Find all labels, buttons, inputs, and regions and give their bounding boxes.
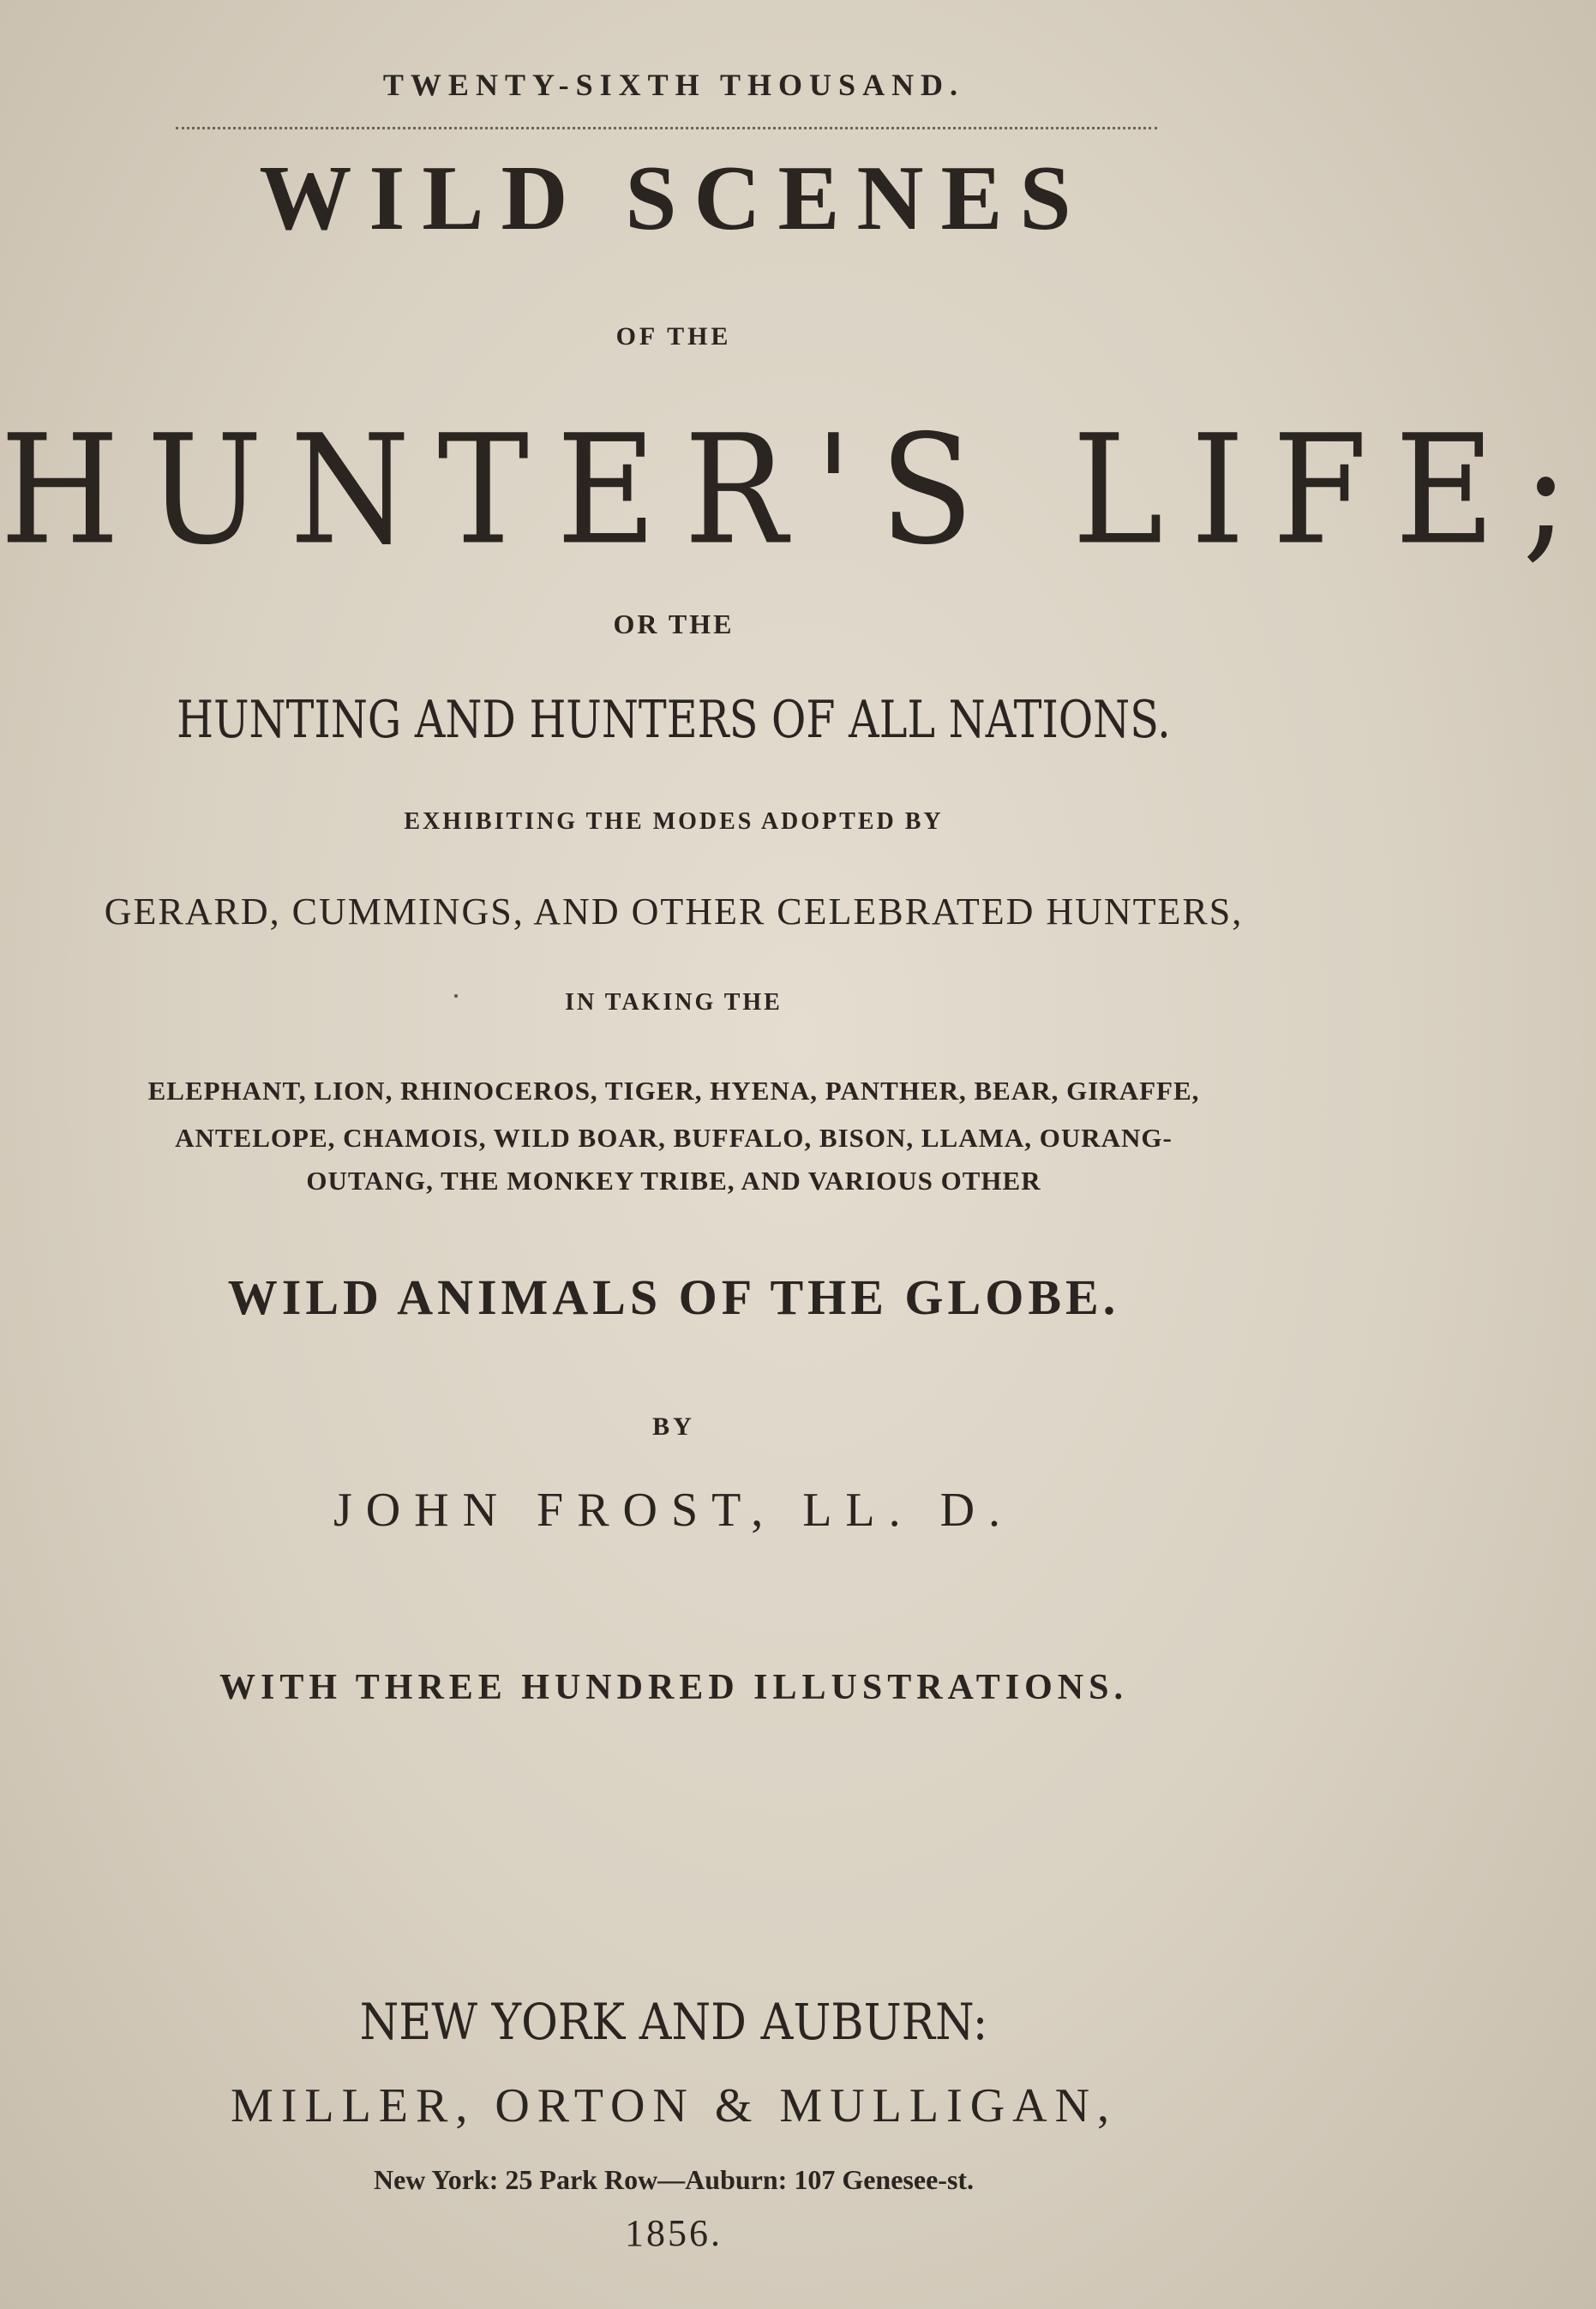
author-name: JOHN FROST, LL. D. — [333, 1484, 1015, 1537]
in-taking-line: IN TAKING THE — [565, 989, 783, 1016]
exhibiting-line: EXHIBITING THE MODES ADOPTED BY — [404, 808, 944, 835]
alt-title-connector: OR THE — [613, 609, 735, 639]
animals-line-2: ANTELOPE, CHAMOIS, WILD BOAR, BUFFALO, BISON, LLAMA, OURANG- — [175, 1123, 1173, 1153]
title-connector: OF THE — [615, 322, 732, 351]
animals-line-1: ELEPHANT, LION, RHINOCEROS, TIGER, HYENA, PANTHER, BEAR, GIRAFFE, — [147, 1076, 1200, 1106]
title-line-1: WILD SCENES — [259, 147, 1089, 249]
hunters-line: GERARD, CUMMINGS, AND OTHER CELEBRATED HUNTERS, — [104, 891, 1244, 933]
publisher-address: New York: 25 Park Row—Auburn: 107 Genesee-st. — [373, 2164, 975, 2195]
subtitle: HUNTING AND HUNTERS OF ALL NATIONS. — [177, 690, 1171, 750]
title-line-2: HUNTER'S LIFE; — [0, 401, 1596, 579]
edition-line: TWENTY-SIXTH THOUSAND. — [382, 68, 965, 102]
illustrations-line: WITH THREE HUNDRED ILLUSTRATIONS. — [219, 1668, 1128, 1707]
dotted-rule — [176, 127, 1157, 129]
publisher-name: MILLER, ORTON & MULLIGAN, — [230, 2079, 1118, 2132]
publication-place: NEW YORK AND AUBURN: — [359, 1993, 988, 2051]
publication-year: 1856. — [625, 2212, 723, 2254]
by-line: BY — [652, 1412, 695, 1441]
wild-animals-line: WILD ANIMALS OF THE GLOBE. — [227, 1269, 1120, 1325]
animals-line-3: OUTANG, THE MONKEY TRIBE, AND VARIOUS OTHER — [306, 1166, 1041, 1196]
